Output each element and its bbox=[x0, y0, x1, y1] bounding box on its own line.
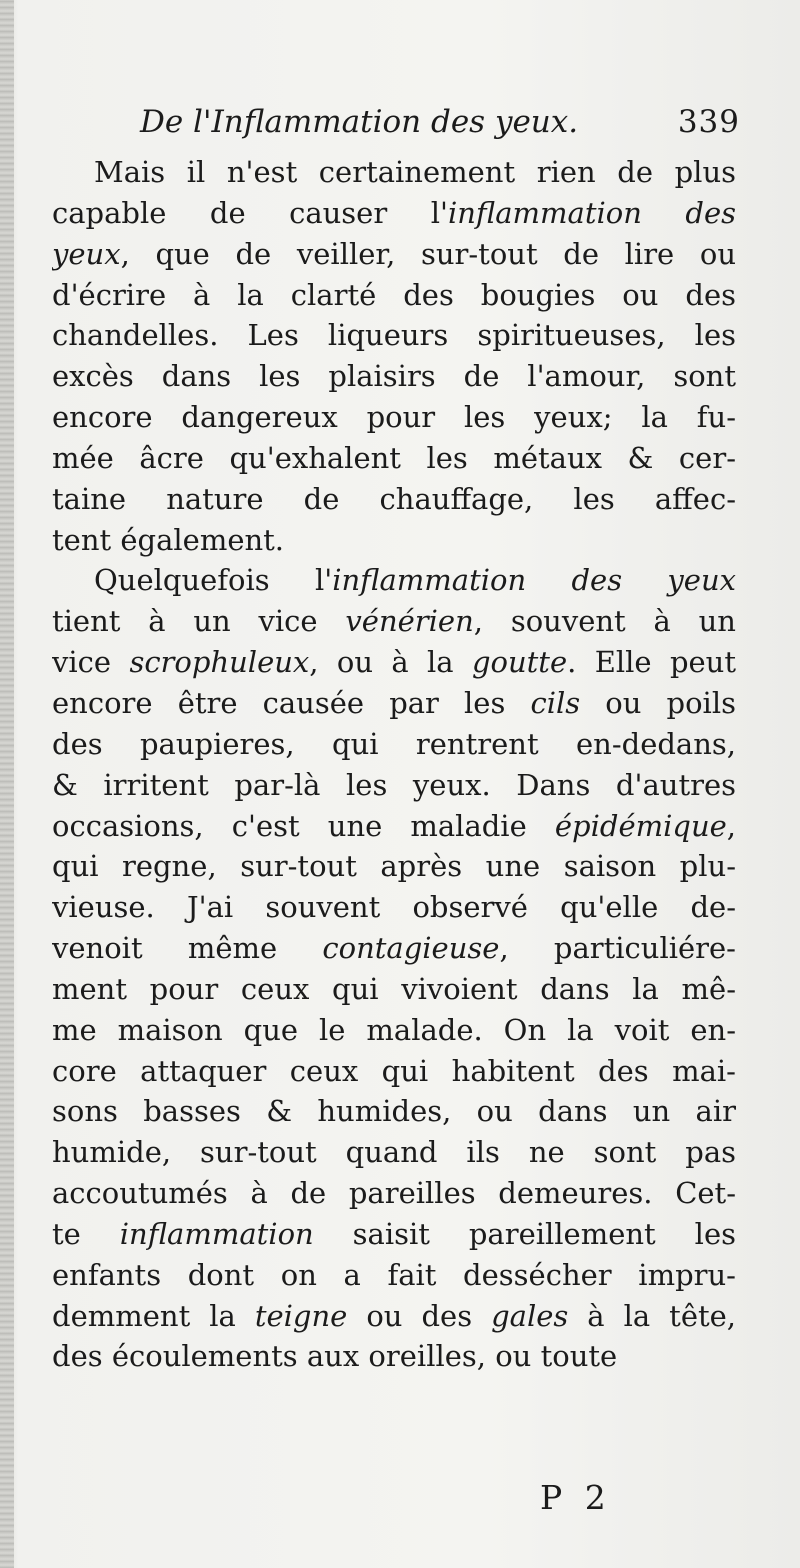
text-span: ou des bbox=[347, 1298, 492, 1333]
text-line bbox=[52, 1051, 736, 1092]
text-span: demment la bbox=[52, 1298, 255, 1333]
text-span: vice bbox=[52, 645, 130, 680]
text-span: . Elle peut bbox=[567, 645, 736, 680]
italic-span: gales bbox=[491, 1298, 569, 1333]
text-line bbox=[52, 806, 736, 847]
text-span: saisit pareillement les bbox=[313, 1216, 736, 1251]
text-span: qui regne, sur-tout après une saison plu- bbox=[52, 849, 736, 884]
text-line bbox=[52, 887, 736, 928]
page-number: 339 bbox=[677, 104, 740, 140]
text-span: des écoulements aux oreilles, ou toute bbox=[52, 1339, 618, 1374]
text-span: , ou à la bbox=[309, 645, 472, 680]
body-text bbox=[52, 152, 736, 1377]
text-span: , souvent à un bbox=[473, 604, 736, 639]
italic-span: teigne bbox=[254, 1298, 348, 1333]
page-gutter-edge bbox=[0, 0, 14, 1568]
running-title: De l'Inflammation des yeux. bbox=[140, 104, 579, 140]
text-line bbox=[52, 560, 736, 601]
text-span: core attaquer ceux qui habitent des mai- bbox=[52, 1053, 736, 1088]
text-line bbox=[52, 724, 736, 765]
text-line bbox=[52, 520, 736, 561]
text-line bbox=[52, 438, 736, 479]
italic-span: goutte bbox=[471, 645, 568, 680]
text-span: me maison que le malade. On la voit en- bbox=[52, 1012, 736, 1047]
text-line bbox=[52, 683, 736, 724]
text-span: mée âcre qu'exhalent les métaux & cer- bbox=[52, 440, 736, 475]
text-line bbox=[52, 642, 736, 683]
text-line bbox=[52, 928, 736, 969]
text-span: chandelles. Les liqueurs spiritueuses, les bbox=[52, 318, 736, 353]
text-line bbox=[52, 601, 736, 642]
text-span: enfants dont on a fait dessécher impru- bbox=[52, 1257, 736, 1292]
text-span: ment pour ceux qui vivoient dans la mê- bbox=[52, 971, 736, 1006]
text-span: Mais il n'est certainement rien de plus bbox=[94, 155, 736, 189]
text-line bbox=[52, 1214, 736, 1255]
text-line bbox=[52, 275, 736, 316]
text-line bbox=[52, 356, 736, 397]
page-header bbox=[140, 104, 740, 152]
text-line bbox=[52, 152, 736, 193]
text-span: taine nature de chauffage, les affec- bbox=[52, 481, 736, 516]
text-line bbox=[52, 193, 736, 234]
italic-span: épidémique bbox=[554, 808, 727, 843]
text-line bbox=[52, 315, 736, 356]
italic-span: scrophuleux bbox=[129, 645, 310, 680]
text-span: tient à un vice bbox=[52, 604, 346, 639]
italic-span: inflammation bbox=[119, 1216, 314, 1251]
text-span: occasions, c'est une maladie bbox=[52, 808, 555, 843]
italic-span: yeux bbox=[52, 236, 121, 271]
text-line bbox=[52, 1091, 736, 1132]
text-span: sons basses & humides, ou dans un air bbox=[52, 1094, 736, 1129]
text-line bbox=[52, 765, 736, 806]
signature-mark: P 2 bbox=[540, 1478, 612, 1517]
text-line bbox=[52, 1255, 736, 1296]
text-span: , particuliére- bbox=[499, 931, 736, 966]
text-span: excès dans les plaisirs de l'amour, sont bbox=[52, 359, 736, 394]
italic-span: inflammation des yeux bbox=[332, 563, 736, 598]
text-span: humide, sur-tout quand ils ne sont pas bbox=[52, 1135, 736, 1170]
text-span: vieuse. J'ai souvent observé qu'elle de- bbox=[52, 890, 736, 925]
text-span: d'écrire à la clarté des bougies ou des bbox=[52, 277, 736, 312]
text-span: accoutumés à de pareilles demeures. Cet- bbox=[52, 1176, 736, 1211]
italic-span: inflammation des bbox=[447, 195, 736, 230]
text-line bbox=[52, 1296, 736, 1337]
text-line bbox=[52, 479, 736, 520]
text-line bbox=[52, 846, 736, 887]
text-span: , que de veiller, sur-tout de lire ou bbox=[120, 236, 736, 271]
italic-span: contagieuse bbox=[322, 931, 500, 966]
text-span: tent également. bbox=[52, 522, 285, 557]
text-line bbox=[52, 1010, 736, 1051]
text-span: à la tête, bbox=[568, 1298, 736, 1333]
text-span: capable de causer l' bbox=[52, 195, 448, 230]
italic-span: vénérien bbox=[345, 604, 474, 639]
text-line bbox=[52, 1173, 736, 1214]
text-span: Quelquefois l' bbox=[94, 563, 333, 598]
text-span: venoit même bbox=[52, 931, 323, 966]
text-line bbox=[52, 397, 736, 438]
italic-span: cils bbox=[530, 685, 581, 720]
text-line bbox=[52, 234, 736, 275]
text-span: des paupieres, qui rentrent en-dedans, bbox=[52, 726, 736, 761]
text-line bbox=[52, 1336, 736, 1377]
text-line bbox=[52, 1132, 736, 1173]
text-span: encore dangereux pour les yeux; la fu- bbox=[52, 400, 736, 435]
text-span: , bbox=[726, 808, 736, 843]
text-line bbox=[52, 969, 736, 1010]
text-span: ou poils bbox=[580, 685, 736, 720]
text-span: & irritent par-là les yeux. Dans d'autres bbox=[52, 767, 736, 802]
text-span: encore être causée par les bbox=[52, 685, 531, 720]
text-span: te bbox=[52, 1216, 120, 1251]
